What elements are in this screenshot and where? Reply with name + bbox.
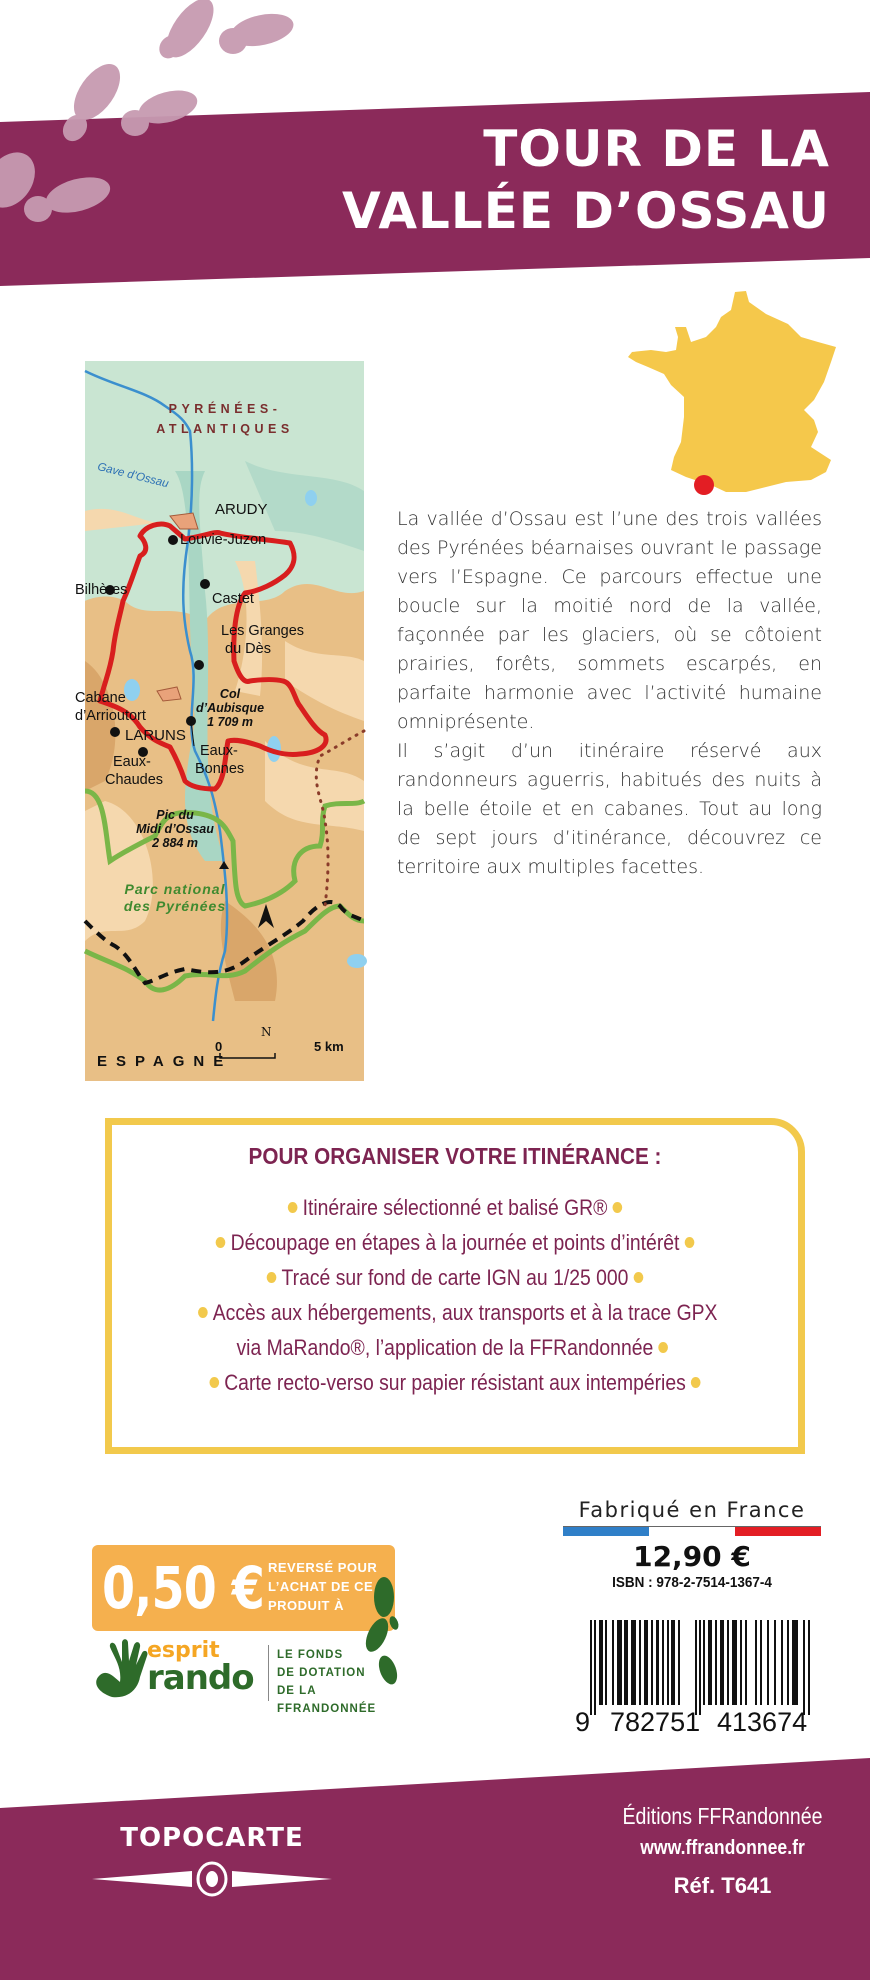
bullet-icon	[267, 1272, 277, 1283]
map-place-eaux-chaudes-line-2: Chaudes	[105, 772, 164, 788]
map-region-line-2: ATLANTIQUES	[156, 422, 294, 436]
map-pass-label	[185, 687, 275, 729]
french-flag-stripe	[563, 1526, 821, 1536]
bullet-icon	[216, 1237, 226, 1248]
peak-altitude: 2 884 m	[152, 836, 198, 850]
bullet-icon	[634, 1272, 644, 1283]
title-line-1: TOUR DE LA	[483, 120, 830, 178]
features-box	[105, 1118, 805, 1454]
topocarte-logo: TOPOCARTE	[120, 1823, 304, 1853]
compass-emblem-icon	[92, 1862, 332, 1896]
description-paragraph-2: Il s’agit d’un itinéraire réservé aux randonneurs aguerris, habitués des nuits à la belle étoile et en cabanes. Tout au long de sept jours d’itinérance, découvrez ce territoire aux multiples facettes.	[397, 740, 822, 878]
price: 12,90 €	[633, 1540, 751, 1573]
rando-logo-word: rando	[147, 1658, 254, 1698]
map-place-eaux-bonnes-line-1: Eaux-	[200, 743, 238, 759]
france-locator-map	[606, 282, 846, 497]
pass-name-line-1: Col	[219, 687, 241, 701]
fund-text-line-3: DE LA FFRANDONNÉE	[277, 1685, 377, 1715]
donation-text-line-3: PRODUIT À	[268, 1598, 344, 1613]
bullet-icon	[685, 1237, 695, 1248]
description-paragraph-1: La vallée d’Ossau est l’une des trois vallées des Pyrénées béarnaises ouvrant le passage vers l’Espagne. Ce parcours effectue une boucle sur la moitié nord de la vallée, façonnée par les glaciers, où se côtoient prairies, forêts, sommets escarpés, en parfaite harmonie avec l’activité humaine omniprésente.	[397, 508, 822, 733]
map-place-eaux-chaudes-line-1: Eaux-	[113, 754, 151, 770]
feature-text: Itinéraire sélectionné et balisé GR®	[302, 1195, 608, 1220]
peak-name-line-2: Midi d’Ossau	[136, 822, 214, 836]
map-region-line-1: PYRÉNÉES-	[168, 402, 282, 416]
feature-item	[153, 1365, 757, 1400]
title-line-2: VALLÉE D’OSSAU	[342, 182, 830, 240]
route-map	[75, 361, 364, 1081]
feature-text: via MaRando®, l’application de la FFRandonnée	[236, 1335, 654, 1360]
bullet-icon	[209, 1377, 219, 1388]
feature-text: Accès aux hébergements, aux transports et à la trace GPX	[212, 1300, 718, 1325]
feature-item	[153, 1190, 757, 1225]
map-place-arudy: ARUDY	[215, 501, 268, 518]
feature-text: Tracé sur fond de carte IGN au 1/25 000	[281, 1265, 629, 1290]
publisher-name: Éditions FFRandonnée	[622, 1803, 823, 1829]
donation-text	[268, 1558, 377, 1615]
france-map-icon	[606, 282, 846, 497]
header-band	[0, 0, 870, 300]
donation-text-line-2: L’ACHAT DE CE	[268, 1579, 374, 1594]
map-park-label	[105, 881, 245, 915]
feature-item	[153, 1225, 757, 1260]
map-place-cabane-line-2: d’Arrioutort	[75, 708, 146, 724]
barcode-digits-left: 782751	[610, 1707, 701, 1737]
pass-name-line-2: d’Aubisque	[195, 701, 265, 715]
bullet-icon	[198, 1307, 208, 1318]
feature-item	[153, 1260, 757, 1295]
map-place-louvie-juzon: Louvie-Juzon	[180, 532, 267, 548]
feature-item-continued	[153, 1330, 757, 1365]
donation-block	[92, 1545, 397, 1715]
bullet-icon	[691, 1377, 701, 1388]
feature-text: Découpage en étapes à la journée et points d’intérêt	[230, 1230, 680, 1255]
fund-text-line-1: LE FONDS	[277, 1649, 344, 1661]
pass-altitude: 1 709 m	[207, 715, 253, 729]
park-name-line-1: Parc national	[124, 881, 226, 897]
barcode-digit-first: 9	[575, 1707, 591, 1737]
map-place-granges-line-2: du Dès	[225, 641, 271, 657]
bullet-icon	[659, 1342, 669, 1353]
bullet-icon	[288, 1202, 298, 1213]
barcode-digits-right: 413674	[717, 1707, 808, 1737]
features-title: POUR ORGANISER VOTRE ITINÉRANCE :	[248, 1143, 662, 1169]
map-place-laruns: LARUNS	[125, 727, 186, 744]
map-country-label: ESPAGNE	[97, 1053, 233, 1070]
features-list	[112, 1190, 798, 1400]
page-title	[342, 118, 830, 242]
feature-item	[153, 1295, 757, 1330]
donation-text-line-1: REVERSÉ POUR	[268, 1560, 378, 1575]
product-reference: Réf. T641	[673, 1873, 772, 1898]
map-place-castet: Castet	[212, 591, 254, 607]
map-river-label: Gave d’Ossau	[96, 461, 170, 491]
publisher-info	[580, 1800, 865, 1904]
scale-end: 5 km	[314, 1039, 344, 1054]
flag-white	[649, 1527, 735, 1536]
map-place-cabane-line-1: Cabane	[75, 690, 126, 706]
fund-text	[277, 1646, 397, 1718]
peak-name-line-1: Pic du	[156, 808, 194, 822]
price-block	[563, 1497, 821, 1591]
isbn: ISBN : 978-2-7514-1367-4	[612, 1574, 772, 1591]
scale-start: 0	[215, 1039, 223, 1054]
map-place-granges-line-1: Les Granges	[221, 623, 305, 639]
park-name-line-2: des Pyrénées	[123, 898, 227, 914]
donation-amount: 0,50 €	[102, 1554, 265, 1622]
esprit-logo-word: esprit	[147, 1638, 220, 1663]
north-arrow-icon: N	[261, 1025, 272, 1039]
map-peak-label	[125, 808, 225, 850]
fund-text-line-2: DE DOTATION	[277, 1667, 366, 1679]
flag-red	[735, 1527, 821, 1536]
map-place-bilheres: Bilhères	[75, 582, 128, 598]
made-in-france: Fabriqué en France	[578, 1498, 806, 1522]
map-place-eaux-bonnes-line-2: Bonnes	[195, 761, 245, 777]
bullet-icon	[613, 1202, 623, 1213]
divider	[268, 1645, 269, 1701]
publisher-website[interactable]: www.ffrandonnee.fr	[640, 1837, 805, 1859]
feature-text: Carte recto-verso sur papier résistant aux intempéries	[224, 1370, 686, 1395]
description-text	[397, 505, 822, 882]
flag-blue	[563, 1527, 649, 1536]
barcode-icon	[590, 1620, 812, 1715]
